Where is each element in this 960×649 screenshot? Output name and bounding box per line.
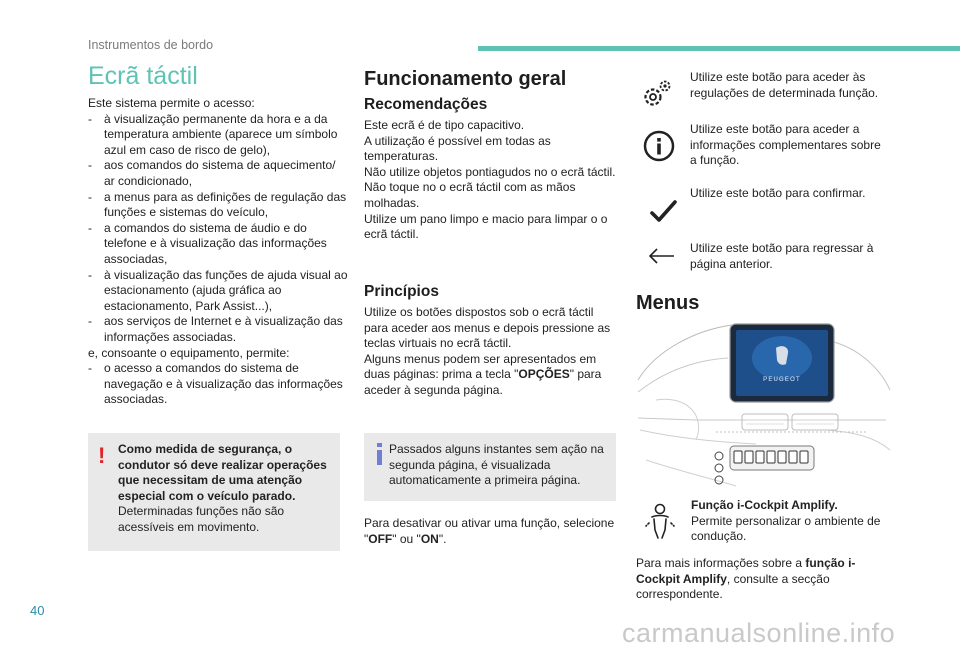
warning-bold-text: Como medida de segurança, o condutor só deve realizar operações que necessitam de uma atenção especial com o veículo parado. (118, 442, 327, 503)
list-item: - aos serviços de Internet e à visualização das informações associadas. (88, 314, 343, 344)
watermark: carmanualsonline.info (622, 618, 896, 648)
air-vent-right (792, 414, 838, 430)
list-item: - à visualização das funções de ajuda visual ao estacionamento (ajuda gráfica ao estacionamento, Park Assist...), (88, 267, 348, 313)
page-number: 40 (30, 603, 45, 618)
menus-title: Menus (636, 292, 700, 314)
more-info-text: Para mais informações sobre a função i-Cockpit Amplify, consulte a secção correspondente. (636, 556, 856, 602)
list-dash: - (88, 361, 92, 376)
intro-section (88, 96, 348, 408)
header-accent-bar (478, 46, 960, 51)
page-title: Ecrã táctil (88, 62, 198, 90)
list-dash: - (88, 267, 92, 282)
icockpit-description: Permite personalizar o ambiente de condução. (691, 513, 881, 544)
intro-text-2: e, consoante o equipamento, permite: (88, 345, 290, 360)
icockpit-text (691, 498, 891, 545)
info-description: Utilize este botão para aceder a informações complementares sobre a função. (690, 122, 881, 168)
list-dash: - (88, 314, 92, 329)
toggle-switch (789, 451, 797, 463)
settings-description: Utilize este botão para aceder às regulações de determinada função. (690, 70, 879, 100)
knob-icon (715, 464, 723, 472)
screen-brand: PEUGEOT (763, 377, 801, 383)
dashboard-illustration (636, 320, 892, 488)
warning-text (118, 442, 331, 536)
toggle-switch (778, 451, 786, 463)
info-text: Passados alguns instantes sem ação na segunda página, é visualizada automaticamente a primeira página. (389, 442, 604, 488)
intro-text: Este sistema permite o acesso: (88, 96, 255, 110)
air-vent-left (742, 414, 788, 430)
list-dash: - (88, 158, 92, 173)
icockpit-title: Função i-Cockpit Amplify. (691, 498, 838, 512)
deactivate-text: Para desativar ou ativar uma função, selecione "OFF" ou "ON". (364, 516, 615, 546)
checkmark-icon (646, 194, 682, 230)
list-dash: - (88, 189, 92, 204)
info-icon (641, 128, 677, 164)
general-title: Funcionamento geral (364, 68, 567, 90)
info-bar-icon (371, 441, 389, 467)
list-dash: - (88, 111, 92, 126)
warning-box (88, 433, 340, 551)
off-label: OFF (368, 531, 393, 546)
knob-icon (715, 452, 723, 460)
toggle-switch (756, 451, 764, 463)
settings-gears-icon (638, 76, 674, 112)
toggle-switch (745, 451, 753, 463)
recommendations-title: Recomendações (364, 96, 488, 113)
list-item: - a menus para as definições de regulação das funções e sistemas do veículo, (88, 189, 347, 220)
back-description: Utilize este botão para regressar à página anterior. (690, 241, 874, 271)
toggle-switch (734, 451, 742, 463)
warning-icon: ! (98, 443, 106, 468)
recommendations-text: Este ecrã é de tipo capacitivo. A utilização é possível em todas as temperaturas. Não utilize objetos pontiagudos no o ecrã táctil. Não toque no o ecrã táctil com as mãos molhadas. Utilize um pano limpo e macio para limpar o o ecrã táctil. (364, 118, 616, 242)
section-header: Instrumentos de bordo (88, 38, 214, 52)
icockpit-function-link-text: função i-Cockpit Amplify (636, 556, 856, 586)
on-label: ON (420, 531, 439, 546)
list-item: - o acesso a comandos do sistema de navegação e à visualização das informações associadas. (88, 361, 343, 407)
info-box (364, 433, 616, 501)
back-arrow-icon (644, 238, 680, 274)
warning-normal-text: Determinadas funções não são acessíveis em movimento. (118, 504, 285, 534)
toggle-switch (767, 451, 775, 463)
options-key-label: OPÇÕES (518, 367, 570, 382)
list-item: - à visualização permanente da hora e a da temperatura ambiente (aparece um símbolo azul em caso de risco de gelo), (88, 111, 338, 157)
toggle-switch (800, 451, 808, 463)
list-dash: - (88, 220, 92, 235)
icockpit-amplify-icon (640, 500, 680, 540)
list-item: - aos comandos do sistema de aquecimento/ ar condicionado, (88, 158, 336, 188)
principles-text: Utilize os botões dispostos sob o ecrã táctil para aceder aos menus e depois pressione as teclas virtuais no ecrã táctil. Alguns menus podem ser apresentados em duas páginas: prima a tecla "OPÇÕES" para aceder à segunda página. (364, 305, 611, 397)
confirm-description: Utilize este botão para confirmar. (690, 186, 866, 200)
principles-title: Princípios (364, 283, 439, 300)
list-item: - a comandos do sistema de áudio e do telefone e à visualização das informações associadas, (88, 220, 327, 266)
